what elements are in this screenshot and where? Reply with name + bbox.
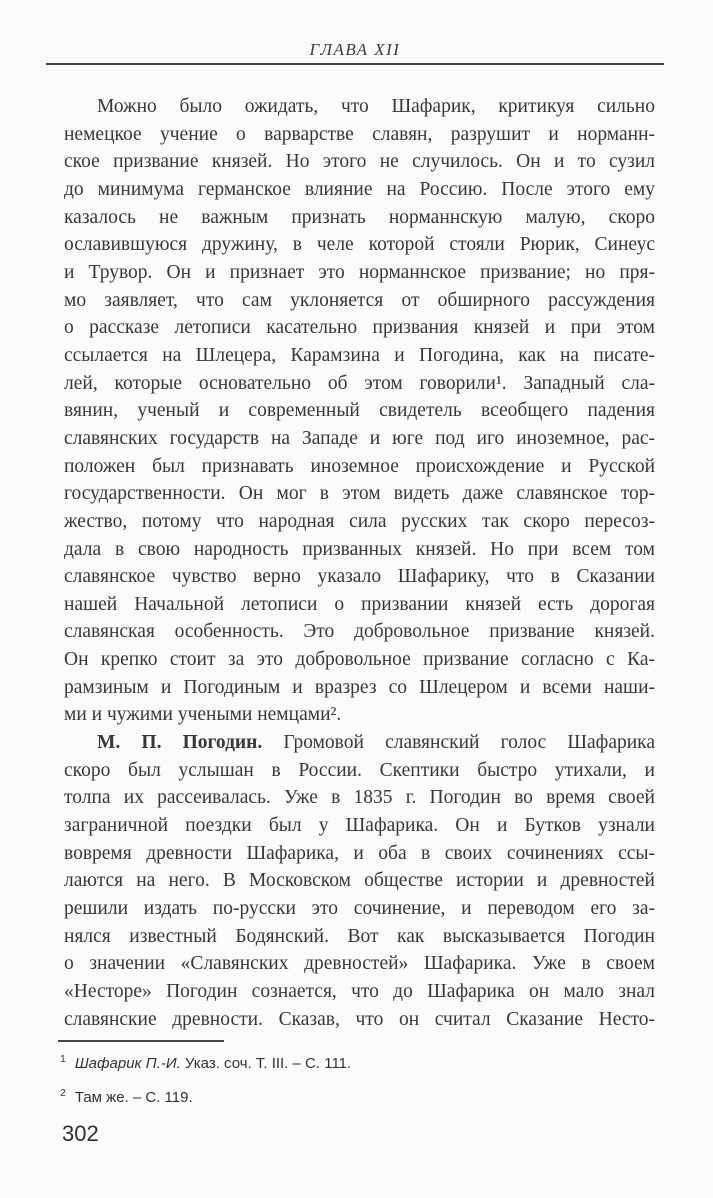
text-run: казалось не важным признать норманнскую малую, скоро [64, 206, 655, 228]
text-run: вянин, ученый и современный свидетель всеобщего падения [64, 400, 655, 422]
text-run: Громовой славянский голос Шафарика [262, 732, 655, 754]
text-run: положен был признавать иноземное происхождение и Русской [64, 455, 655, 477]
text-run: решили издать по-русски это сочинение, и переводом его за- [64, 898, 655, 920]
text-run: нялся известный Бодянский. Вот как высказывается Погодин [64, 925, 655, 947]
text-run: лаются на него. В Московском обществе истории и древностей [64, 870, 655, 892]
header-rule [46, 63, 664, 65]
text-line [64, 231, 655, 259]
text-run: мо заявляет, что сам уклоняется от обширного рассуждения [64, 289, 655, 311]
page-number: 302 [62, 1121, 99, 1146]
text-run: лей, которые основательно об этом говорили¹. Западный сла- [64, 372, 655, 394]
text-line [64, 701, 655, 729]
text-run: Указ. соч. Т. III. – С. 111. [180, 1055, 352, 1072]
text-run: заграничной поездки был у Шафарика. Он и Бутков узнали [64, 815, 655, 837]
text-line [64, 176, 655, 204]
text-run: ославившуюся дружину, в челе которой стояли Рюрик, Синеус [64, 234, 655, 256]
text-line [64, 204, 655, 232]
text-run: ское призвание князей. Но этого не случилось. Он и то сузил [64, 151, 655, 173]
text-line [64, 895, 655, 923]
text-line [64, 508, 655, 536]
text-run: «Несторе» Погодин сознается, что до Шафарика он мало знал [64, 981, 655, 1002]
text-run: о значении «Славянских древностей» Шафарика. Уже в своем [64, 953, 655, 975]
text-run: славянских государств на Западе и юге под иго иноземное, рас- [64, 427, 655, 449]
text-run: славянское чувство верно указало Шафарику, что в Сказании [64, 566, 655, 588]
text-line [64, 591, 655, 619]
text-run: славянские древности. Сказав, что он считал Сказание Несто- [64, 1008, 655, 1030]
footnote-marker: 1 [60, 1053, 66, 1065]
text-line [64, 121, 655, 149]
text-run: до минимума германское влияние на Россию. После этого ему [64, 178, 655, 200]
text-line [64, 729, 655, 757]
text-run: славянская особенность. Это добровольное призвание князей. [64, 621, 655, 643]
text-run: скоро был услышан в России. Скептики быстро утихали, и [64, 759, 655, 781]
text-line [64, 618, 655, 646]
text-line [64, 840, 655, 868]
text-run: вовремя древности Шафарика, и оба в своих сочинениях ссы- [64, 842, 655, 864]
text-line [64, 757, 655, 785]
text-run: Там же. – С. 119. [74, 1089, 193, 1106]
footnote-rule [58, 1040, 224, 1042]
italic-run: Шафарик П.-И. [74, 1055, 181, 1072]
footnote [58, 1083, 655, 1108]
text-run: Он крепко стоит за это добровольное призвание согласно с Ка- [64, 649, 655, 671]
text-run: толпа их рассеивалась. Уже в 1835 г. Погодин во время своей [64, 787, 655, 809]
text-line [64, 674, 655, 702]
text-line [64, 314, 655, 342]
text-line [64, 1006, 655, 1034]
text-run: рамзиным и Погодиным и вразрез со Шлецером и всеми наши- [64, 676, 655, 698]
text-line [64, 148, 655, 176]
text-line [64, 370, 655, 398]
text-run: Можно было ожидать, что Шафарик, критикуя сильно [97, 96, 655, 117]
text-line [64, 923, 655, 951]
chapter-title: ГЛАВА XII [309, 40, 401, 59]
text-line [64, 812, 655, 840]
text-line [64, 480, 655, 508]
text-line [64, 536, 655, 564]
text-line [64, 646, 655, 674]
text-line [64, 453, 655, 481]
text-line [64, 563, 655, 591]
text-run: жество, потому что народная сила русских так скоро пересоз- [64, 510, 655, 532]
text-run: ссылается на Шлецера, Карамзина и Погодина, как на писате- [64, 344, 655, 366]
text-line [64, 784, 655, 812]
text-line [64, 93, 655, 121]
text-line [64, 978, 655, 1006]
text-run: государственности. Он мог в этом видеть даже славянское тор- [64, 483, 655, 505]
text-run: дала в свою народность призванных князей. Но при всем том [64, 538, 655, 560]
text-run: и Трувор. Он и признает это норманнское призвание; но пря- [64, 261, 655, 283]
paragraph [64, 93, 655, 729]
footnote-marker: 2 [60, 1087, 66, 1099]
text-line [64, 425, 655, 453]
text-line [64, 287, 655, 315]
text-line [64, 259, 655, 287]
text-line [64, 342, 655, 370]
footnote-list [58, 1049, 655, 1108]
body-text [64, 93, 655, 1033]
footnote [58, 1049, 655, 1074]
text-line [64, 397, 655, 425]
text-run: немецкое учение о варварстве славян, разрушит и норманн- [64, 123, 655, 145]
paragraph [64, 729, 655, 1033]
text-run: ми и чужими учеными немцами². [64, 704, 342, 726]
bold-run: М. П. Погодин. [97, 732, 263, 754]
text-run: нашей Начальной летописи о призвании князей есть дорогая [64, 593, 655, 615]
text-run: о рассказе летописи касательно призвания князей и при этом [64, 317, 655, 339]
footnotes [58, 1040, 655, 1117]
text-line [64, 867, 655, 895]
text-line [64, 950, 655, 978]
